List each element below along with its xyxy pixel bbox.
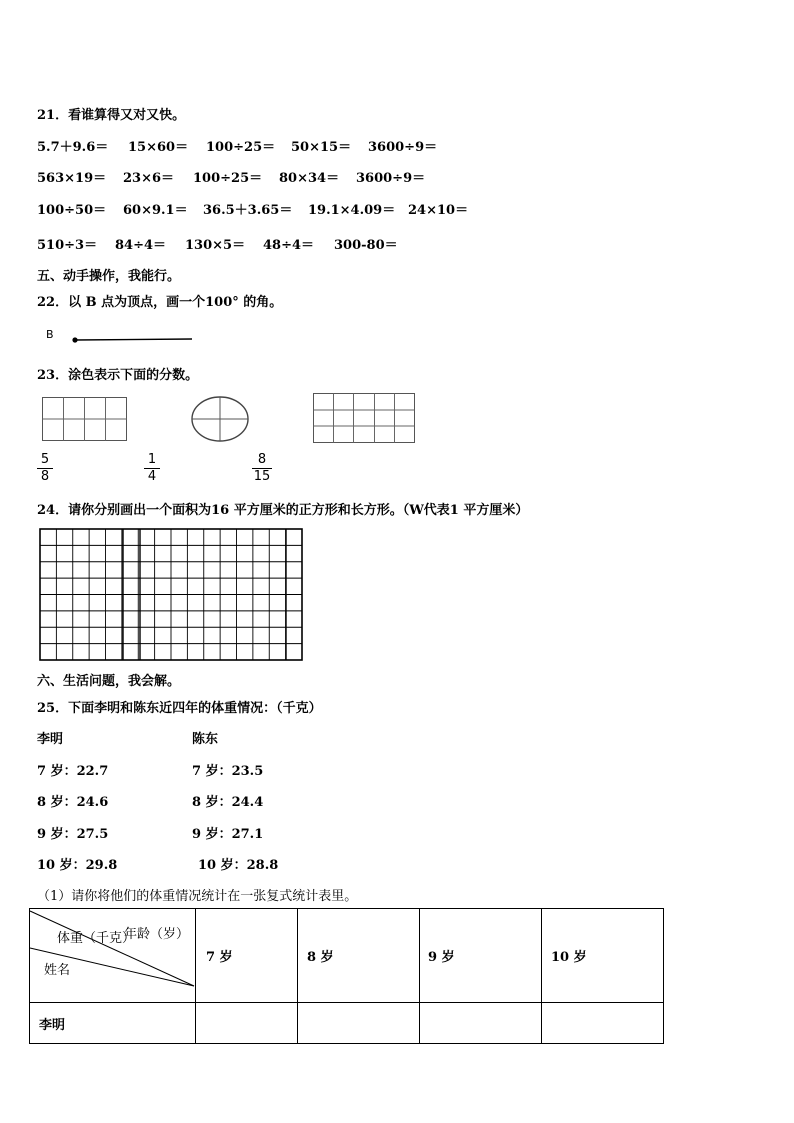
calc-item: 100÷50＝ bbox=[37, 203, 107, 218]
calc-item: 3600÷9＝ bbox=[368, 140, 438, 155]
liming-record: 9 岁：27.5 bbox=[37, 827, 109, 842]
calc-item: 24×10＝ bbox=[408, 203, 469, 218]
liming-record: 8 岁：24.6 bbox=[37, 795, 109, 810]
chendong-record: 9 岁：27.1 bbox=[192, 827, 264, 842]
calc-item: 563×19＝ bbox=[37, 171, 107, 186]
table-cell[interactable] bbox=[420, 1003, 542, 1044]
row-liming: 李明 bbox=[30, 1003, 196, 1044]
sub-question-1: （1）请你将他们的体重情况统计在一张复式统计表里。 bbox=[37, 889, 358, 904]
calc-item: 300-80＝ bbox=[334, 238, 398, 253]
circle-quarters bbox=[191, 396, 251, 444]
grid-eighths bbox=[42, 397, 128, 443]
header-age: 年龄（岁） bbox=[124, 927, 190, 942]
table-cell[interactable] bbox=[542, 1003, 664, 1044]
header-weight: 体重（千克） bbox=[57, 931, 136, 946]
question-23-title: 23．涂色表示下面的分数。 bbox=[37, 368, 199, 383]
table-cell[interactable] bbox=[298, 1003, 420, 1044]
question-24-title: 24．请你分别画出一个面积为16 平方厘米的正方形和长方形。（W代表1 平方厘米） bbox=[37, 503, 529, 518]
calc-item: 19.1×4.09＝ bbox=[308, 203, 396, 218]
fraction-1-4: 1 4 bbox=[143, 452, 161, 485]
grid-fifteenths bbox=[313, 393, 417, 445]
square-grid bbox=[39, 528, 305, 663]
calc-item: 48÷4＝ bbox=[263, 238, 315, 253]
liming-heading: 李明 bbox=[37, 732, 64, 747]
calc-item: 130×5＝ bbox=[185, 238, 246, 253]
calc-item: 84÷4＝ bbox=[115, 238, 167, 253]
calc-item: 23×6＝ bbox=[123, 171, 175, 186]
column-9: 9 岁 bbox=[420, 909, 542, 1003]
question-22-title: 22．以 B 点为顶点，画一个100° 的角。 bbox=[37, 295, 283, 310]
calc-item: 50×15＝ bbox=[291, 140, 352, 155]
liming-record: 10 岁：29.8 bbox=[37, 858, 118, 873]
question-25-title: 25．下面李明和陈东近四年的体重情况：（千克） bbox=[37, 701, 322, 716]
column-7: 7 岁 bbox=[196, 909, 298, 1003]
column-10: 10 岁 bbox=[542, 909, 664, 1003]
section-6-title: 六、生活问题，我会解。 bbox=[37, 674, 181, 689]
chendong-record: 10 岁：28.8 bbox=[198, 858, 279, 873]
liming-record: 7 岁：22.7 bbox=[37, 764, 109, 779]
point-b-label: B bbox=[46, 328, 54, 341]
calc-item: 5.7＋9.6＝ bbox=[37, 140, 109, 155]
column-8: 8 岁 bbox=[298, 909, 420, 1003]
table-cell[interactable] bbox=[196, 1003, 298, 1044]
ray-b bbox=[70, 334, 200, 346]
calc-item: 15×60＝ bbox=[128, 140, 189, 155]
chendong-record: 8 岁：24.4 bbox=[192, 795, 264, 810]
stats-table bbox=[29, 908, 664, 1044]
fraction-8-15: 8 15 bbox=[253, 452, 271, 484]
fraction-5-8: 5 8 bbox=[36, 452, 54, 485]
table-diagonal-header bbox=[30, 909, 196, 1003]
calc-item: 36.5＋3.65＝ bbox=[203, 203, 293, 218]
calc-item: 80×34＝ bbox=[279, 171, 340, 186]
calc-item: 100÷25＝ bbox=[193, 171, 263, 186]
calc-item: 3600÷9＝ bbox=[356, 171, 426, 186]
chendong-record: 7 岁：23.5 bbox=[192, 764, 264, 779]
chendong-heading: 陈东 bbox=[192, 732, 219, 747]
calc-item: 100÷25＝ bbox=[206, 140, 276, 155]
section-5-title: 五、动手操作，我能行。 bbox=[37, 269, 181, 284]
header-name: 姓名 bbox=[44, 963, 71, 978]
calc-item: 60×9.1＝ bbox=[123, 203, 188, 218]
calc-item: 510÷3＝ bbox=[37, 238, 98, 253]
question-21-title: 21．看谁算得又对又快。 bbox=[37, 108, 186, 123]
